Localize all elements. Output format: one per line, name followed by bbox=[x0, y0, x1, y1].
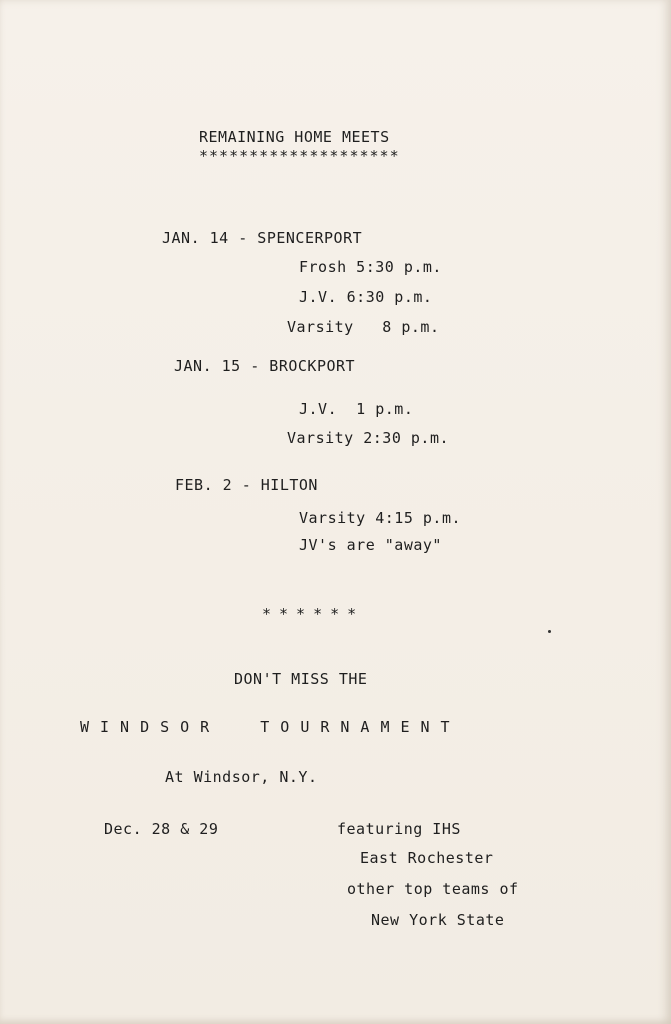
promo-location: At Windsor, N.Y. bbox=[165, 768, 318, 786]
meet-time-jv-brockport: J.V. 1 p.m. bbox=[299, 400, 414, 418]
meet-time-varsity-hilton: Varsity 4:15 p.m. bbox=[299, 509, 462, 527]
meet-note-jv-away: JV's are "away" bbox=[299, 536, 442, 554]
meet-time-jv: J.V. 6:30 p.m. bbox=[299, 288, 433, 306]
promo-tournament: WINDSOR TOURNAMENT bbox=[80, 718, 461, 736]
meet-date-hilton: FEB. 2 - HILTON bbox=[175, 476, 318, 494]
meet-time-frosh: Frosh 5:30 p.m. bbox=[299, 258, 442, 276]
page-speck bbox=[548, 630, 551, 633]
meet-date-brockport: JAN. 15 - BROCKPORT bbox=[174, 357, 356, 375]
promo-team-east-rochester: East Rochester bbox=[360, 849, 494, 867]
promo-dates: Dec. 28 & 29 bbox=[104, 820, 219, 838]
section-separator: ****** bbox=[262, 605, 365, 623]
meet-time-varsity: Varsity 8 p.m. bbox=[287, 318, 440, 336]
meet-time-varsity-brockport: Varsity 2:30 p.m. bbox=[287, 429, 450, 447]
promo-heading: DON'T MISS THE bbox=[234, 670, 368, 688]
promo-new-york-state: New York State bbox=[371, 911, 505, 929]
promo-other-teams: other top teams of bbox=[347, 880, 519, 898]
title-underline: ******************** bbox=[199, 147, 400, 165]
page-title: REMAINING HOME MEETS bbox=[199, 128, 390, 146]
meet-date-spencerport: JAN. 14 - SPENCERPORT bbox=[162, 229, 363, 247]
promo-featuring: featuring IHS bbox=[337, 820, 461, 838]
